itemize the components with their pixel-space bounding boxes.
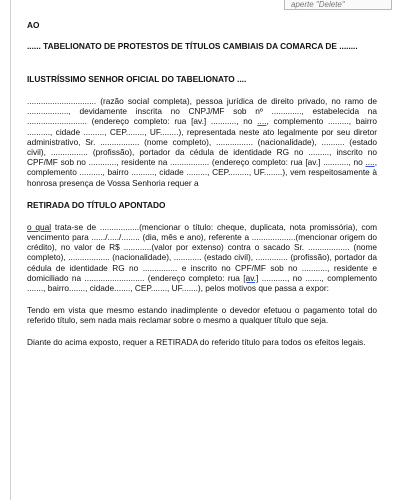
intro-paragraph <box>27 96 377 188</box>
o-qual-link: o qual <box>27 221 52 232</box>
av-link: [av.] <box>243 272 259 283</box>
document-page <box>10 0 398 500</box>
conclusion-paragraph: Diante do acima exposto, requer a RETIRADA do referido título para todos os efeitos legais. <box>27 336 366 347</box>
intro-number-blank-2: .... <box>365 157 375 168</box>
payment-paragraph: Tendo em vista que mesmo estando inadimplente o devedor efetuou o pagamento total do referido título, sem nada mais reclamar sobre o mesmo a qualquer título que seja. <box>27 305 377 326</box>
retirada-paragraph <box>27 222 377 293</box>
intro-text-1: (razão social completa), pessoa jurídica de direito privado, no ramo de .................., devidamente inscrita no CNPJ/MF sob nº ............., estabelecida na .......................... (endereço completo: rua [av.] ..........., no <box>27 96 377 127</box>
salutation-heading: ILUSTRÍSSIMO SENHOR OFICIAL DO TABELIONATO .... <box>27 74 247 84</box>
delete-hint-box: aperte "Delete" <box>284 0 392 10</box>
tabelionato-heading: ...... TABELIONATO DE PROTESTOS DE TÍTULOS CAMBIAIS DA COMARCA DE ........ <box>27 41 358 51</box>
retirada-text-1: trata-se de .................(mencionar o título: cheque, duplicata, nota promissória), com vencimento para ....../...../........ (dia, mês e ano), referente a ...................(mencionar origem do crédito), no valor de R$ ............(valor por extenso) contra o sacado Sr. .................. (nome completo), .................. (nacionalidade), ............ (estado civil), .............. (profissão), portador da cédula de identidade RG no ............... e inscrito no CPF/MF sob no ..........., residente e domiciliado na .......................... (endereço completo: rua <box>27 221 377 283</box>
section-title-retirada: RETIRADA DO TÍTULO APONTADO <box>27 199 166 210</box>
intro-number-blank: .... <box>257 116 267 127</box>
document-body <box>27 20 377 347</box>
intro-text-2: , complemento ........., bairro .........., cidade ........., CEP........, UF........), representada neste ato legalmente por seu diretor administrativo, Sr. ................. (nome completo), ................ (nacionalidade), .......... (estado civil), ................ (profissão), portador da cédula de identidade RG no ........., inscrito no CPF/MF sob no ............, residente na ................. (endereço completo: rua [av.] ..........., no <box>27 116 377 168</box>
intro-text-3: , complemento .........., bairro .........., cidade ........., CEP........., UF........), vem respeitosamente à honrosa presença de Vossa Senhoria requer a <box>27 157 377 188</box>
retirada-text-2: ..........., no ......., complemento ......., bairro......., cidade......., CEP......., UF.......), pelos motivos que passa a expor: <box>27 272 378 294</box>
intro-dots: .............................. <box>27 96 97 106</box>
addressee-ao: AO <box>27 20 40 30</box>
